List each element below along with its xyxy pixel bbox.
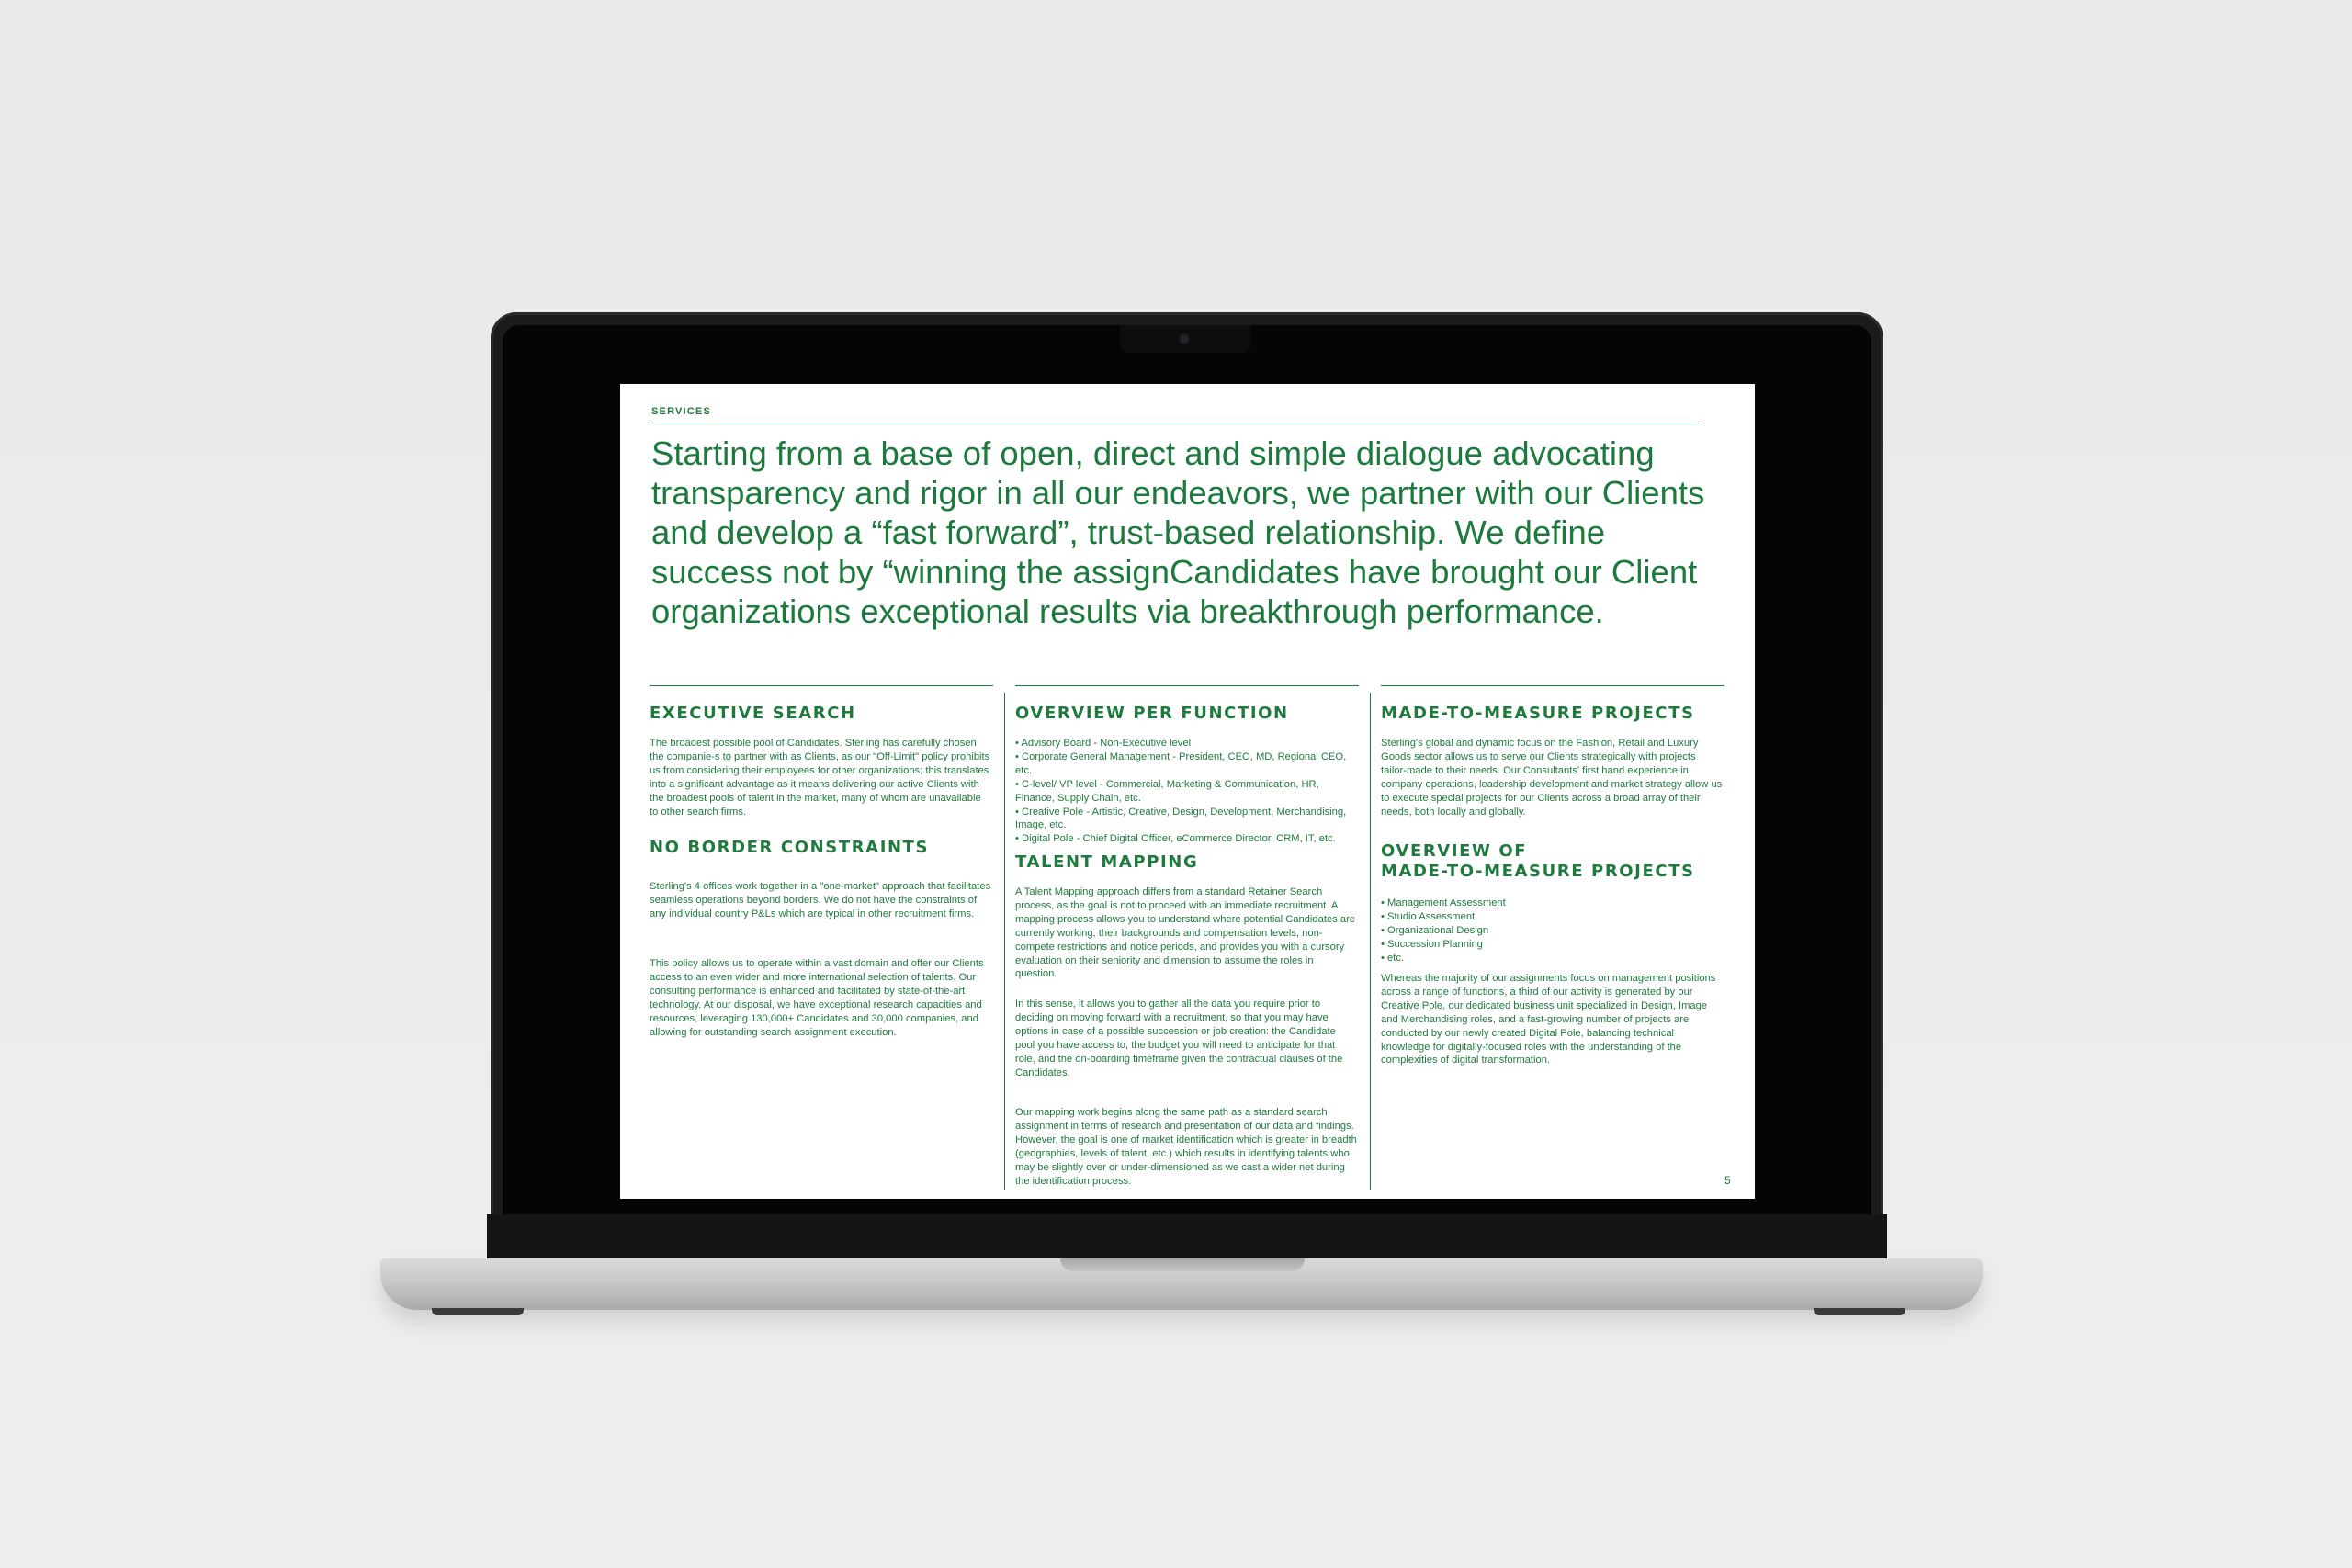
lid-chin bbox=[487, 1214, 1887, 1258]
section-title: OVERVIEW PER FUNCTION bbox=[1015, 704, 1289, 723]
column-divider bbox=[1370, 693, 1371, 1190]
section-paragraph: In this sense, it allows you to gather all the data you require prior to deciding on moving forward with a recruitment, so that you may have options in case of a possible succession or job creation: the Candidate pool you have access to, the budget you will need to anticipate for that role, and the on-boarding timeframe given the contractual clauses of the Candidates. bbox=[1015, 998, 1343, 1078]
column-top-rule bbox=[1381, 685, 1724, 686]
page-number: 5 bbox=[1724, 1174, 1731, 1187]
camera-icon bbox=[1180, 334, 1189, 344]
column-divider bbox=[1004, 693, 1005, 1190]
section-paragraph: The broadest possible pool of Candidates. Sterling has carefully chosen the companie-s to partner with as Clients, as our "Off-Limit" policy prohibits us from considering their employees for other organizations; this translates into a significant advantage as it means delivering our active Clients with the broadest pools of talent in the market, many of whom are unavailable to other search firms. bbox=[650, 738, 990, 818]
section-paragraph: • Advisory Board - Non-Executive level • Corporate General Management - President, CEO, MD, Regional CEO, etc. • C-level/ VP level - Commercial, Marketing & Communication, HR, Finance, Supply Chain, etc. • Creative Pole - Artistic, Creative, Design, Development, Merchandising, Image, etc. • Digital Pole - Chief Digital Officer, eCommerce Director, CRM, IT, etc. bbox=[1015, 738, 1347, 845]
laptop-foot-right bbox=[1814, 1308, 1905, 1315]
section-paragraph: This policy allows us to operate within a vast domain and offer our Clients access to an even wider and more international selection of talents. Our consulting performance is enhanced and facilitated by state-of-the-art technology. At our disposal, we have exceptional research capacities and resources, leveraging 130,000+ Candidates and 30,000 companies, and allowing for outstanding search assignment execution. bbox=[650, 958, 984, 1038]
section-title: MADE-TO-MEASURE PROJECTS bbox=[1381, 704, 1695, 723]
column-3 bbox=[1381, 685, 1724, 1066]
headline: Starting from a base of open, direct and simple dialogue advocating transparency and rigor in all our endeavors, we partner with our Clients and develop a “fast forward”, trust-based relationship. We define success not by “winning the assignCandidates have brought our Client organizations exceptional results via breakthrough performance. bbox=[651, 434, 1705, 630]
laptop-foot-left bbox=[432, 1308, 524, 1315]
section-title: TALENT MAPPING bbox=[1015, 852, 1199, 872]
section-paragraph: Our mapping work begins along the same path as a standard search assignment in terms of research and presentation of our data and findings. However, the goal is one of market identification which is greater in breadth (geographies, levels of talent, etc.) which results in identifying talents who may be slightly over or under-dimensioned as we cast a wider net during the identification process. bbox=[1015, 1107, 1357, 1187]
column-top-rule bbox=[1015, 685, 1359, 686]
section-paragraph: Sterling's global and dynamic focus on the Fashion, Retail and Luxury Goods sector allows us to serve our Clients strategically with projects tailor-made to their needs. Our Consultants' first hand experience in company operations, leadership development and market strategy allow us to execute special projects for our Clients across a broad array of their needs, both locally and globally. bbox=[1381, 738, 1723, 818]
document-page bbox=[620, 384, 1755, 1199]
section-paragraph: Sterling's 4 offices work together in a "one-market" approach that facilitates seamless operations beyond borders. We do not have the constraints of any individual country P&Ls which are typical in other recruitment firms. bbox=[650, 881, 991, 919]
section-paragraph: A Talent Mapping approach differs from a standard Retainer Search process, as the goal is not to proceed with an immediate recruitment. A mapping process allows you to understand where potential Candidates are currently working, their backgrounds and compensation levels, non-compete restrictions and notice periods, and provides you with a cursory evaluation on their seniority and dimension to assume the roles in question. bbox=[1015, 886, 1356, 980]
section-paragraph: • Management Assessment • Studio Assessment • Organizational Design • Succession Planning • etc. bbox=[1381, 897, 1506, 964]
section-title: NO BORDER CONSTRAINTS bbox=[650, 838, 930, 857]
section-title: OVERVIEW OF MADE-TO-MEASURE PROJECTS bbox=[1381, 841, 1695, 881]
lid-open-notch bbox=[1060, 1258, 1305, 1271]
section-title: EXECUTIVE SEARCH bbox=[650, 704, 856, 723]
column-top-rule bbox=[650, 685, 993, 686]
column-1 bbox=[650, 685, 993, 1038]
section-label: SERVICES bbox=[651, 406, 712, 417]
section-paragraph: Whereas the majority of our assignments focus on management positions across a range of functions, a third of our activity is generated by our Creative Pole, our dedicated business unit specialized in Design, Image and Merchandising roles, and a fast-growing number of projects are conducted by our newly created Digital Pole, balancing technical knowledge for digitally-focused roles with the understanding of the complexities of digital transformation. bbox=[1381, 973, 1716, 1066]
column-2 bbox=[1015, 685, 1359, 1187]
